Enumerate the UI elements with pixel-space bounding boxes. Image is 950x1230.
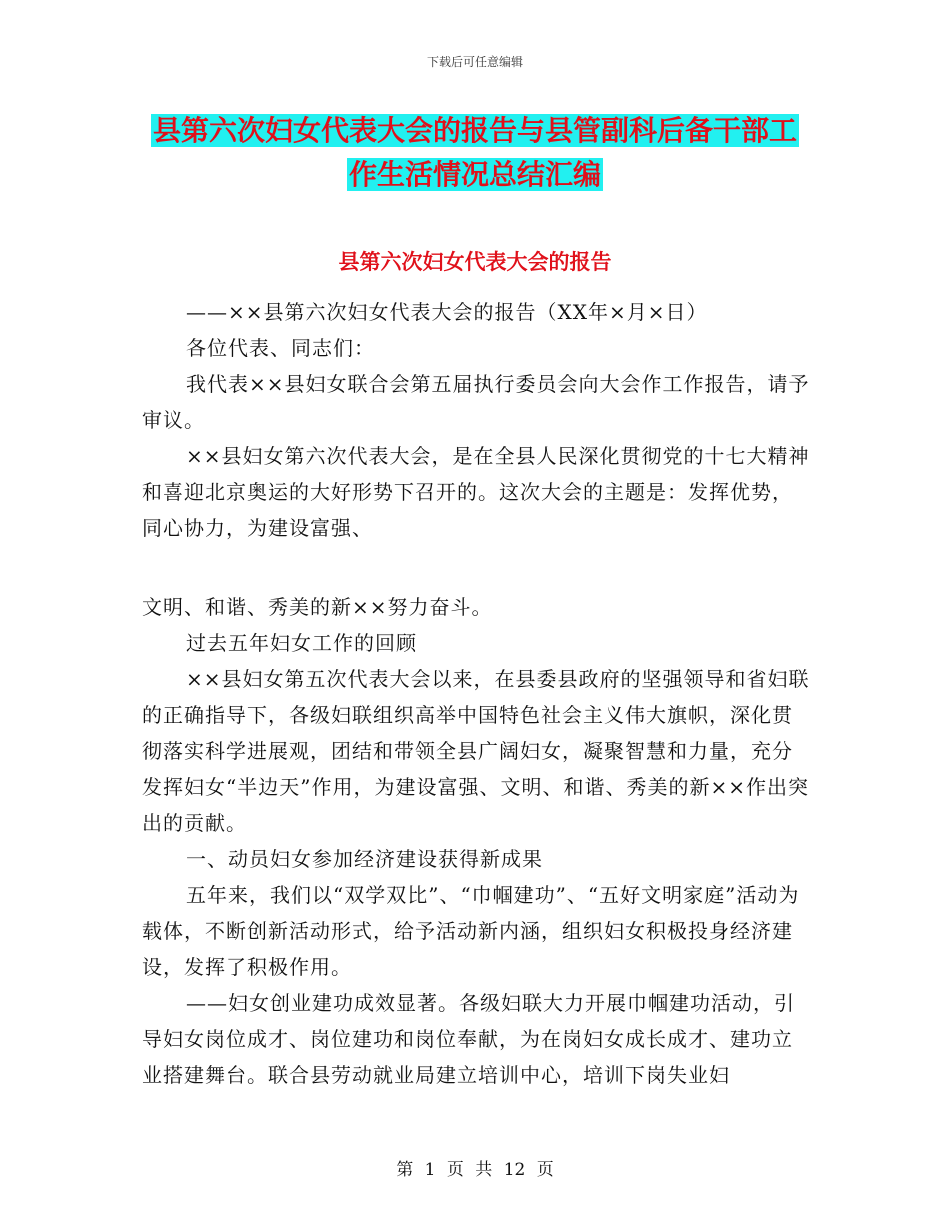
paragraph: 各位代表、同志们： <box>186 336 375 360</box>
body-block-2 <box>142 589 810 1093</box>
paragraph: 五年来，我们以“双学双比”、“巾帼建功”、“五好文明家庭”活动为载体，不断创新活动形式，给予活动新内涵，组织妇女积极投身经济建设，发挥了积极作用。 <box>142 883 800 979</box>
header-note: 下载后可任意编辑 <box>426 55 523 69</box>
paragraph: ——妇女创业建功成效显著。各级妇联大力开展巾帼建功活动，引导妇女岗位成才、岗位建功和岗位奉献，为在岗妇女成长成才、建功立业搭建舞台。联合县劳动就业局建立培训中心，培训下岗失业妇 <box>142 991 795 1087</box>
paragraph: ××县妇女第六次代表大会，是在全县人民深化贯彻党的十七大精神和喜迎北京奥运的大好形势下召开的。这次大会的主题是：发挥优势，同心协力，为建设富强、 <box>142 444 810 540</box>
paragraph: 一、动员妇女参加经济建设获得新成果 <box>186 847 543 871</box>
section-title: 县第六次妇女代表大会的报告 <box>338 250 612 274</box>
page-footer: 第 1 页 共 12 页 <box>396 1160 554 1180</box>
document-title-line-1 <box>0 110 950 152</box>
paragraph: ——××县第六次妇女代表大会的报告（XX年×月×日） <box>186 300 708 324</box>
paragraph: 过去五年妇女工作的回顾 <box>186 631 417 655</box>
body-block-1 <box>142 294 810 546</box>
paragraph: 文明、和谐、秀美的新××努力奋斗。 <box>142 595 493 619</box>
paragraph: 我代表××县妇女联合会第五届执行委员会向大会作工作报告，请予审议。 <box>142 372 810 432</box>
document-title-line-2 <box>0 154 950 196</box>
paragraph: ××县妇女第五次代表大会以来，在县委县政府的坚强领导和省妇联的正确指导下，各级妇联组织高举中国特色社会主义伟大旗帜，深化贯彻落实科学进展观，团结和带领全县广阔妇女，凝聚智慧和力量，充分发挥妇女“半边天”作用，为建设富强、文明、和谐、秀美的新××作出突出的贡献。 <box>142 667 810 835</box>
document-title-text-2: 作生活情况总结汇编 <box>348 158 601 191</box>
document-title-text-1: 县第六次妇女代表大会的报告与县管副科后备干部工 <box>152 114 797 147</box>
